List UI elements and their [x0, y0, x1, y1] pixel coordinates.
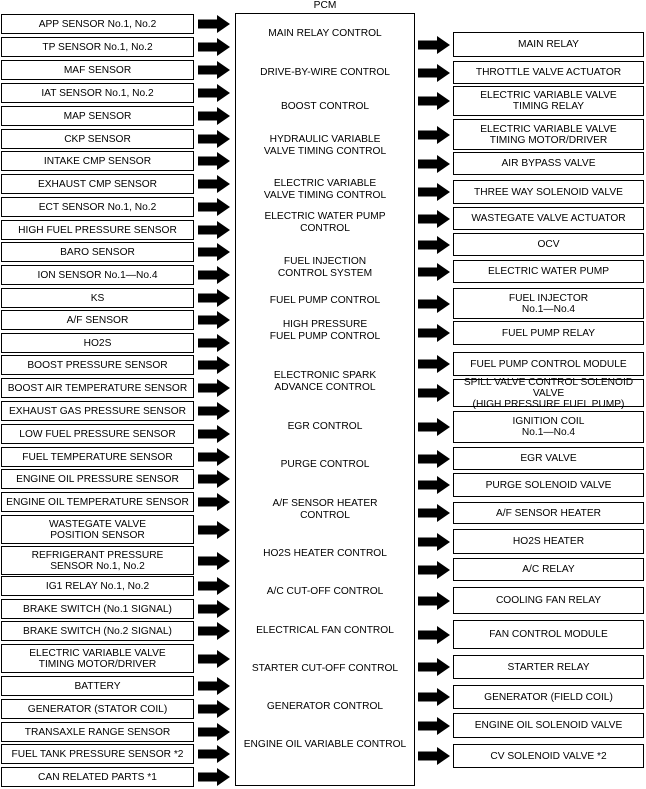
input-sensor-box: IAT SENSOR No.1, No.2 [1, 83, 194, 103]
input-sensor-box: TRANSAXLE RANGE SENSOR [1, 722, 194, 742]
input-sensor-box: LOW FUEL PRESSURE SENSOR [1, 424, 194, 444]
output-actuator-box: IGNITION COIL No.1—No.4 [453, 411, 644, 443]
pcm-control-function: HIGH PRESSURE FUEL PUMP CONTROL [269, 319, 381, 342]
output-arrow [418, 324, 450, 342]
output-arrow [418, 236, 450, 254]
output-actuator-box: ELECTRIC VARIABLE VALVE TIMING RELAY [453, 86, 644, 116]
input-sensor-box: INTAKE CMP SENSOR [1, 151, 194, 171]
input-sensor-box: EXHAUST GAS PRESSURE SENSOR [1, 401, 194, 421]
input-arrow [198, 130, 230, 148]
output-actuator-box: ELECTRIC VARIABLE VALVE TIMING MOTOR/DRIVER [453, 119, 644, 150]
input-sensor-box: ENGINE OIL PRESSURE SENSOR [1, 469, 194, 489]
output-arrow [418, 155, 450, 173]
output-arrow [418, 533, 450, 551]
pcm-control-function: A/F SENSOR HEATER CONTROL [272, 498, 378, 521]
output-arrow [418, 658, 450, 676]
pcm-control-function: ELECTRONIC SPARK ADVANCE CONTROL [273, 370, 377, 393]
input-arrow [198, 577, 230, 595]
input-arrow [198, 107, 230, 125]
input-arrow [198, 552, 230, 570]
input-sensor-box: CKP SENSOR [1, 129, 194, 149]
pcm-control-function: A/C CUT-OFF CONTROL [266, 586, 384, 597]
input-arrow [198, 745, 230, 763]
output-actuator-box: PURGE SOLENOID VALVE [453, 473, 644, 497]
input-arrow [198, 448, 230, 466]
output-actuator-box: FUEL INJECTOR No.1—No.4 [453, 288, 644, 319]
input-sensor-box: ENGINE OIL TEMPERATURE SENSOR [1, 492, 194, 512]
input-arrow [198, 311, 230, 329]
output-arrow [418, 561, 450, 579]
input-arrow [198, 600, 230, 618]
output-actuator-box: ENGINE OIL SOLENOID VALVE [453, 713, 644, 738]
output-actuator-box: FUEL PUMP CONTROL MODULE [453, 352, 644, 376]
pcm-control-function: EGR CONTROL [287, 421, 363, 432]
input-sensor-box: BOOST PRESSURE SENSOR [1, 355, 194, 375]
input-sensor-box: MAP SENSOR [1, 106, 194, 126]
pcm-control-function: PURGE CONTROL [280, 459, 370, 470]
pcm-control-function: ELECTRIC VARIABLE VALVE TIMING CONTROL [263, 178, 387, 201]
input-arrow [198, 723, 230, 741]
input-sensor-box: TP SENSOR No.1, No.2 [1, 37, 194, 57]
output-arrow [418, 36, 450, 54]
output-arrow [418, 64, 450, 82]
output-actuator-box: STARTER RELAY [453, 655, 644, 679]
input-sensor-box: BOOST AIR TEMPERATURE SENSOR [1, 378, 194, 398]
input-sensor-box: BRAKE SWITCH (No.1 SIGNAL) [1, 599, 194, 619]
input-sensor-box: BATTERY [1, 676, 194, 696]
input-sensor-box: FUEL TANK PRESSURE SENSOR *2 [1, 744, 194, 764]
input-sensor-box: REFRIGERANT PRESSURE SENSOR No.1, No.2 [1, 546, 194, 575]
output-arrow [418, 92, 450, 110]
output-arrow [418, 717, 450, 735]
output-arrow [418, 183, 450, 201]
input-sensor-box: ION SENSOR No.1—No.4 [1, 265, 194, 285]
input-sensor-box: WASTEGATE VALVE POSITION SENSOR [1, 515, 194, 544]
output-actuator-box: A/F SENSOR HEATER [453, 502, 644, 524]
input-arrow [198, 470, 230, 488]
input-sensor-box: BRAKE SWITCH (No.2 SIGNAL) [1, 621, 194, 641]
input-sensor-box: A/F SENSOR [1, 310, 194, 330]
output-actuator-box: CV SOLENOID VALVE *2 [453, 744, 644, 768]
input-sensor-box: ECT SENSOR No.1, No.2 [1, 197, 194, 217]
input-arrow [198, 650, 230, 668]
input-arrow [198, 198, 230, 216]
output-actuator-box: THROTTLE VALVE ACTUATOR [453, 61, 644, 84]
output-actuator-box: MAIN RELAY [453, 32, 644, 57]
input-arrow [198, 379, 230, 397]
input-arrow [198, 221, 230, 239]
pcm-control-function: FUEL INJECTION CONTROL SYSTEM [277, 256, 373, 279]
input-arrow [198, 700, 230, 718]
output-actuator-box: OCV [453, 233, 644, 256]
output-actuator-box: ELECTRIC WATER PUMP [453, 260, 644, 283]
output-arrow [418, 504, 450, 522]
output-actuator-box: FUEL PUMP RELAY [453, 321, 644, 345]
output-arrow [418, 747, 450, 765]
input-sensor-box: BARO SENSOR [1, 242, 194, 262]
output-arrow [418, 384, 450, 402]
pcm-control-function: BOOST CONTROL [280, 101, 370, 112]
output-arrow [418, 418, 450, 436]
pcm-control-function: HO2S HEATER CONTROL [263, 548, 387, 559]
input-arrow [198, 289, 230, 307]
input-arrow [198, 15, 230, 33]
input-sensor-box: ELECTRIC VARIABLE VALVE TIMING MOTOR/DRIVER [1, 644, 194, 673]
pcm-control-function: FUEL PUMP CONTROL [269, 295, 381, 306]
input-sensor-box: HO2S [1, 333, 194, 353]
input-arrow [198, 356, 230, 374]
input-arrow [198, 61, 230, 79]
input-sensor-box: CAN RELATED PARTS *1 [1, 767, 194, 787]
input-sensor-box: FUEL TEMPERATURE SENSOR [1, 447, 194, 467]
output-actuator-box: A/C RELAY [453, 558, 644, 581]
input-sensor-box: IG1 RELAY No.1, No.2 [1, 576, 194, 596]
output-arrow [418, 626, 450, 644]
input-arrow [198, 38, 230, 56]
output-actuator-box: FAN CONTROL MODULE [453, 620, 644, 649]
input-arrow [198, 84, 230, 102]
output-arrow [418, 295, 450, 313]
input-sensor-box: GENERATOR (STATOR COIL) [1, 699, 194, 719]
input-sensor-box: APP SENSOR No.1, No.2 [1, 14, 194, 34]
output-arrow [418, 210, 450, 228]
output-actuator-box: GENERATOR (FIELD COIL) [453, 685, 644, 709]
input-arrow [198, 622, 230, 640]
pcm-control-function: ELECTRICAL FAN CONTROL [256, 625, 394, 636]
output-actuator-box: SPILL VALVE CONTROL SOLENOID VALVE (HIGH PRESSURE FUEL PUMP) [453, 379, 644, 407]
input-arrow [198, 402, 230, 420]
output-arrow [418, 688, 450, 706]
input-sensor-box: HIGH FUEL PRESSURE SENSOR [1, 220, 194, 240]
output-arrow [418, 263, 450, 281]
input-arrow [198, 334, 230, 352]
input-arrow [198, 521, 230, 539]
pcm-control-function: HYDRAULIC VARIABLE VALVE TIMING CONTROL [263, 134, 387, 157]
pcm-control-function: ELECTRIC WATER PUMP CONTROL [264, 211, 386, 234]
input-arrow [198, 493, 230, 511]
pcm-control-function: DRIVE-BY-WIRE CONTROL [260, 67, 390, 78]
input-sensor-box: EXHAUST CMP SENSOR [1, 174, 194, 194]
pcm-control-function: STARTER CUT-OFF CONTROL [251, 663, 399, 674]
input-arrow [198, 266, 230, 284]
input-arrow [198, 243, 230, 261]
input-arrow [198, 677, 230, 695]
output-arrow [418, 592, 450, 610]
pcm-title: PCM [313, 0, 337, 11]
pcm-control-function: ENGINE OIL VARIABLE CONTROL [243, 739, 407, 750]
output-actuator-box: EGR VALVE [453, 447, 644, 470]
pcm-control-function: GENERATOR CONTROL [266, 701, 384, 712]
input-arrow [198, 152, 230, 170]
pcm-control-function: MAIN RELAY CONTROL [268, 28, 382, 39]
output-arrow [418, 355, 450, 373]
input-arrow [198, 768, 230, 786]
output-actuator-box: WASTEGATE VALVE ACTUATOR [453, 207, 644, 230]
output-actuator-box: COOLING FAN RELAY [453, 587, 644, 614]
output-arrow [418, 450, 450, 468]
input-sensor-box: KS [1, 288, 194, 308]
input-arrow [198, 175, 230, 193]
output-actuator-box: THREE WAY SOLENOID VALVE [453, 180, 644, 204]
output-arrow [418, 126, 450, 144]
input-arrow [198, 425, 230, 443]
output-actuator-box: HO2S HEATER [453, 529, 644, 554]
input-sensor-box: MAF SENSOR [1, 60, 194, 80]
output-actuator-box: AIR BYPASS VALVE [453, 152, 644, 175]
output-arrow [418, 476, 450, 494]
